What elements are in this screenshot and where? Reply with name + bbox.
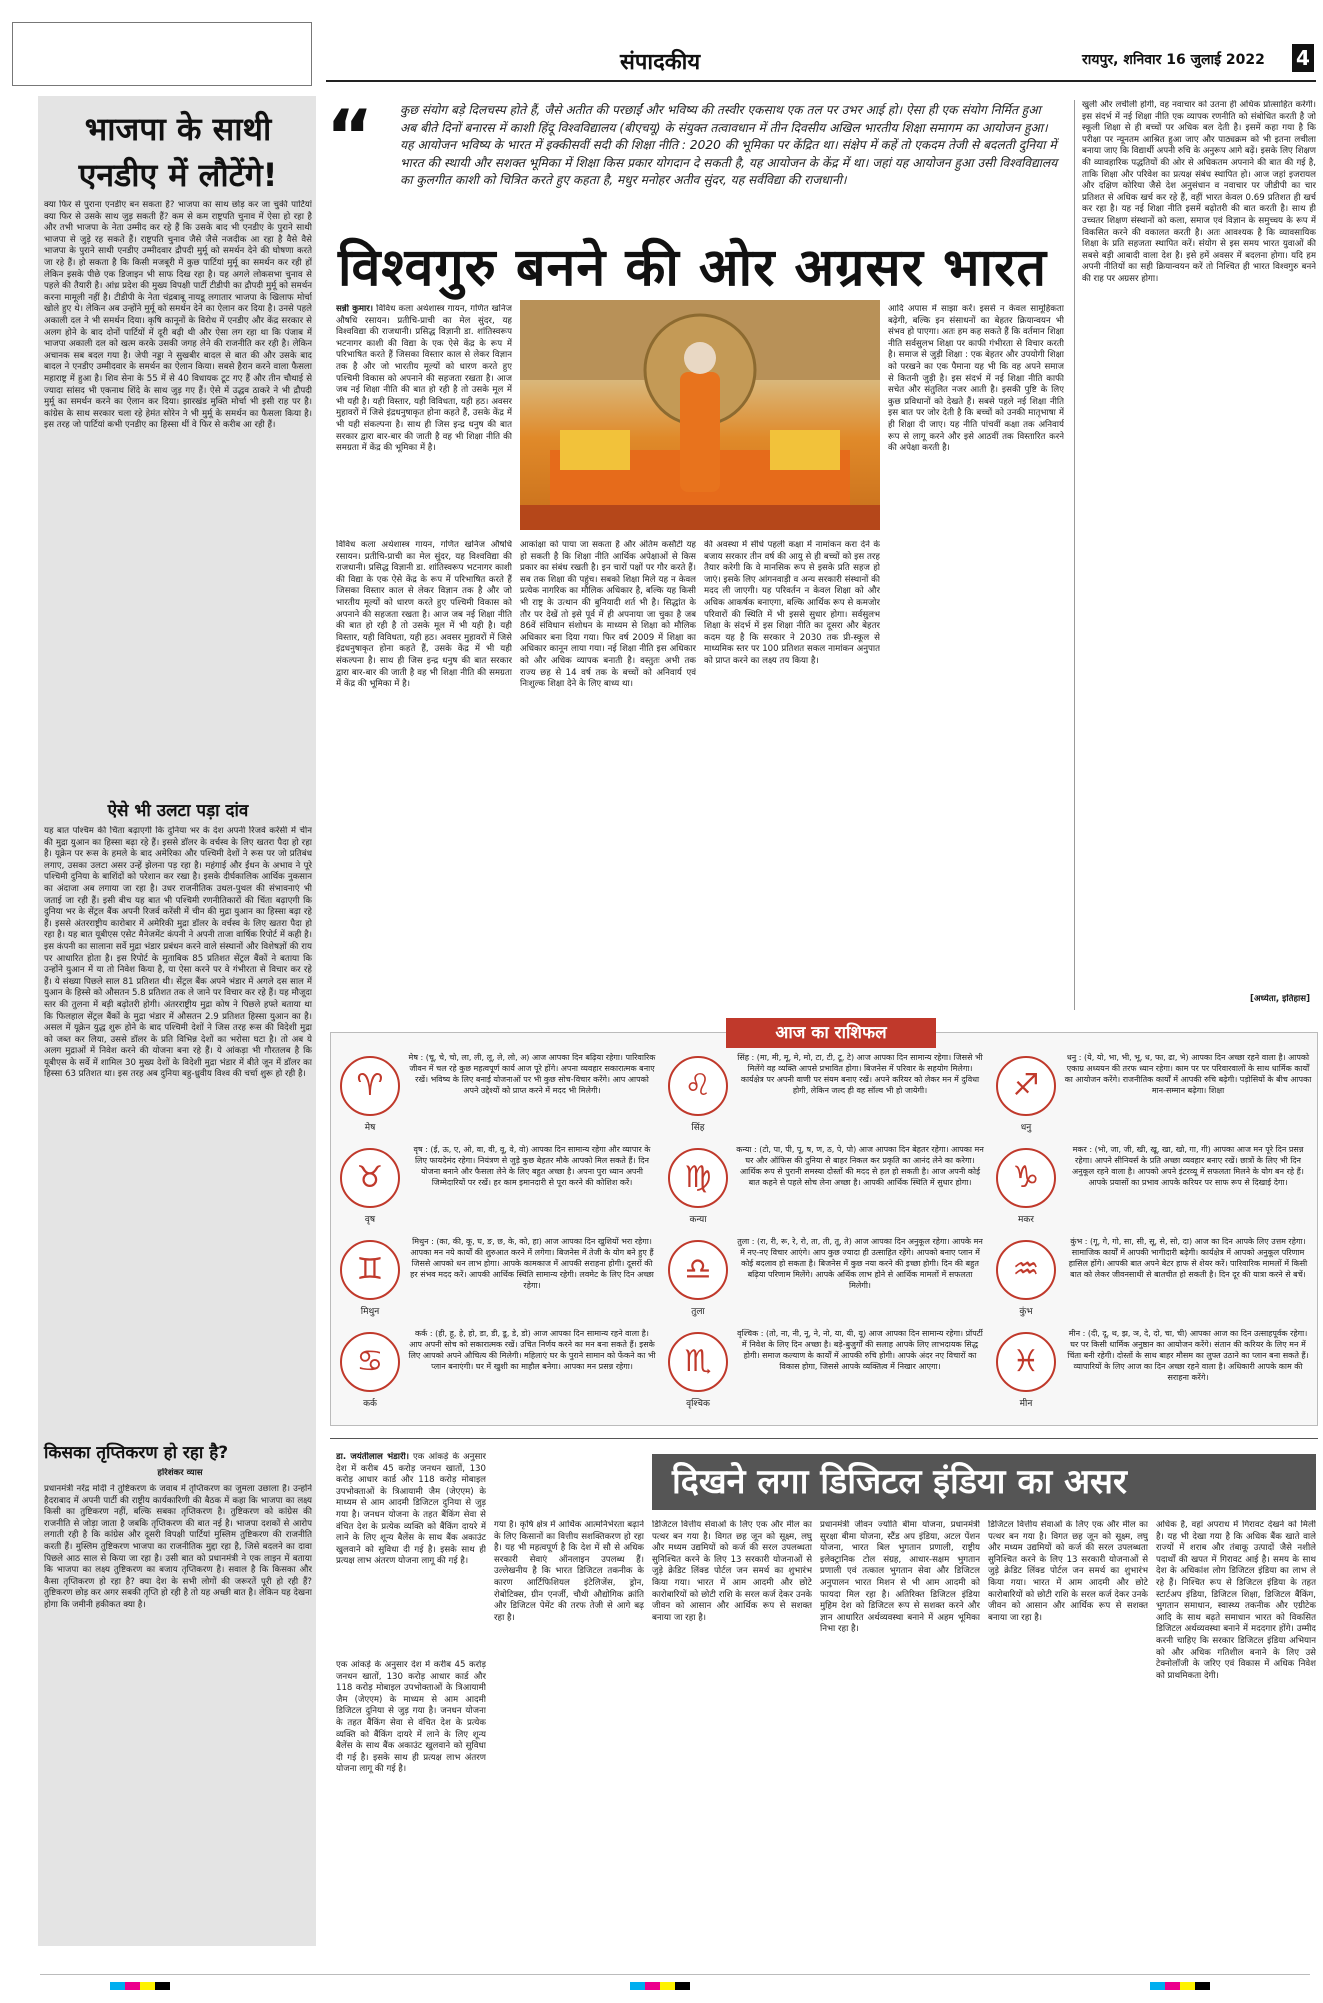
- rashifal-title: आज का राशिफल: [726, 1018, 936, 1048]
- digital-col-2: गया है। कृषि क्षेत्र में आर्थिक आत्मनिर्भरता बढ़ाने के लिए किसानों का वित्तीय सशक्तिकरण हो रहा है। यह भी महत्वपूर्ण है कि देश में सौ से अधिक सरकारी सेवाएं ऑनलाइन उपलब्ध हैं। उल्लेखनीय है कि भारत डिजिटल तकनीक के कारण आर्टिफिशियल इंटेलिजेंस, ड्रोन, रोबोटिक्स, ग्रीन एनर्जी, चौथी औद्योगिक क्रांति और डिजिटल पेमेंट की तरफ तेजी से आगे बढ़ रहा है।: [494, 1520, 644, 1623]
- section-rule: [330, 1438, 1318, 1439]
- article-source: [अध्येता, इतिहास]: [1250, 994, 1310, 1004]
- rashi-name: वृश्चिक: [686, 1399, 710, 1409]
- rashi-icon: ♒: [996, 1240, 1056, 1300]
- digital-byline: डा. जयंतीलाल भंडारी।: [336, 1452, 409, 1462]
- rashi-prediction: कर्क : (ही, हू, हे, हो, डा, डी, डू, डे, डो) आज आपका दिन सामान्य रहने वाला है। आप अपनी सोच को सकारात्मक रखें। उचित निर्णय करने का मन बना सकते हैं। इसके लिए आपको अपने औचित्य की मिलेगी। महिलाएं घर के पुराने सामान को फेंकने का भी प्लान बनाएंगी। घर में खुशी का माहौल बनेगा। आपका मन प्रसन्न रहेगा।: [408, 1329, 656, 1371]
- color-bar-center: [630, 1982, 690, 1990]
- rashi-name: तुला: [691, 1307, 705, 1317]
- main-col-1-text: विविध कला अर्थशास्त्र गायन, गणित खनिज औषधि रसायन। प्रतीचि-प्राची का मेल सुंदर, यह विश्वविद्या की राजधानी। प्रसिद्ध विज्ञानी डा. शांतिस्वरूप भटनागर काशी की विद्या के एक ऐसे केंद्र के रूप में परिभाषित करते हैं जिसका विस्तार काल से लेकर विज्ञान तक है और जो भारतीय मूल्यों को धारण करते हुए पश्चिमी विकास को अपनाने की सहजता रखता है। आज जब नई शिक्षा नीति की बात हो रही है तो उसके मूल में भी यही है। यही विस्तार, यही विविधता, यही हठ। अवसर मुहावरों में जिसे इंद्रधनुषाकृत होना कहते हैं, उसके केंद्र में भी यही संकल्पना है। साथ ही जिस इन्द्र धनुष की बात सरकार द्वारा बार-बार की जाती है वह भी शिक्षा नीति की समग्रता में केंद्र की भूमिका में है।: [336, 304, 512, 454]
- rashi-icon: ♈: [340, 1056, 400, 1116]
- rashi-icon: ♋: [340, 1332, 400, 1392]
- color-bar-left: [110, 1982, 170, 1990]
- quote-mark: “: [326, 94, 374, 178]
- rashi-icon: ♌: [668, 1056, 728, 1116]
- rashi-name: सिंह: [691, 1123, 705, 1133]
- event-photo: [520, 300, 880, 530]
- rashi-name: कन्या: [689, 1215, 707, 1225]
- digital-col-4: प्रधानमंत्री जीवन ज्योति बीमा योजना, प्रधानमंत्री सुरक्षा बीमा योजना, स्टैंड अप इंडिया, अटल पेंशन योजना, भारत बिल भुगतान प्रणाली, राष्ट्रीय इलेक्ट्रानिक टोल संग्रह, आधार-सक्षम भुगतान प्रणाली एवं तत्काल भुगतान सेवा और डिजिटल अनुपालन भारत मिशन से भी आम आदमी को फायदा मिल रहा है। अतिरिक्त डिजिटल इंडिया मुहिम देश को डिजिटल रूप से सशक्त करने और ज्ञान आधारित अर्थव्यवस्था बनाने में अहम भूमिका निभा रहा है।: [820, 1520, 980, 1635]
- page-number: 4: [1292, 44, 1314, 72]
- main-col-3: की अवस्था में सीधे पहली कक्षा में नामांकन करा देने के बजाय सरकार तीन वर्ष की आयु से ही बच्चों को इस तरह तैयार करेगी कि वे मानसिक रूप से इसके प्रति सहज हो जाएं। इसके लिए आंगनवाड़ी व अन्य सरकारी संस्थानों की मदद ली जाएगी। यह परिवर्तन न केवल शिक्षा को और अधिक आकर्षक बनाएगा, बल्कि आर्थिक रूप से कमजोर परिवारों की स्थिति में भी इससे सुधार होगा। सर्वसुलभ शिक्षा के संदर्भ में इस शिक्षा नीति का दूसरा और बेहतर कदम यह है कि सरकार ने 2030 तक प्री-स्कूल से माध्यमिक स्तर पर 100 प्रतिशत सकल नामांकन अनुपात को प्राप्त करने का लक्ष्य तय किया है।: [704, 540, 880, 666]
- rashi-icon: ♎: [668, 1240, 728, 1300]
- rashi-prediction: कन्या : (टो, पा, पी, पू, ष, ण, ठ, पे, पो) आज आपका दिन बेहतर रहेगा। आपका मन घर और ऑफिस की दुनिया से बाहर निकल कर प्रकृति का आनंद लेने का करेगा। आर्थिक रूप से पुरानी समस्या दोस्तों की मदद से हल हो सकती है। आज अपनी कोई बात कहने से पहले सोच लेना अच्छा है। आपकी आर्थिक स्थिति में सुधार होगा।: [736, 1145, 984, 1187]
- rashi-icon: ♍: [668, 1148, 728, 1208]
- rashi-name: मिथुन: [360, 1307, 380, 1317]
- left-article-body: क्या फिर से पुराना एनडीए बन सकता है? भाजपा का साथ छोड़ कर जा चुकी पार्टियां क्या फिर से उसके साथ जुड़ सकती हैं? कम से कम राष्ट्रपति चुनाव में ऐसा हो रहा है और तभी भाजपा के नेता उम्मीद कर रहे हैं कि उसके बाद भी एनडीए के पुराने साथी भाजपा से जुड़े रह सकते हैं। राष्ट्रपति चुनाव जैसे जैसे नजदीक आ रहा है वैसे वैसे भाजपा के पुराने साथी एनडीए उम्मीदवार द्रौपदी मुर्मू को समर्थन देने की घोषणा करते जा रहे हैं। हो सकता है कि किसी मजबूरी में कुछ पार्टियां मुर्मू का समर्थन कर रही हों लेकिन इसके पीछे एक डिजाइन भी साफ दिख रहा है। यह अगले लोकसभा चुनाव से पहले की तैयारी है। आंध्र प्रदेश की मुख्य विपक्षी पार्टी टीडीपी का द्रौपदी मुर्मू को समर्थन करना मामूली नहीं है। टीडीपी के नेता चंद्रबाबू नायडू लगातार भाजपा के खिलाफ मोर्चा खोले हुए थे। लेकिन अब उन्होंने मुर्मू को समर्थन देने का ऐलान कर दिया है। उनसे पहले अकाली दल ने भी समर्थन दिया। कृषि कानूनों के विरोध में एनडीए और केंद्र सरकार से अलग होने के बाद दोनों पार्टियों में दूरी बढ़ी थी और ऐसा लग रहा था कि पंजाब में भाजपा अकाली दल को खत्म करके उसकी जगह लेने की राजनीति कर रही है। लेकिन अचानक सब बदल गया है। जेपी नड्डा ने सुखबीर बादल से बात की और उसके बाद बादल ने एनडीए उम्मीदवार के समर्थन का ऐलान किया। सबसे हैरान करने वाला फैसला महाराष्ट्र में हुआ है। शिव सेना के 55 में से 40 विधायक टूट गए हैं और तीन चौथाई से ज्यादा सांसद भी एकनाथ शिंदे के साथ जुड़ गए हैं। ऐसे में उद्धव ठाकरे ने भी द्रौपदी मुर्मू का समर्थन करने का ऐलान कर दिया। झारखंड मुक्ति मोर्चा भी इसी राह पर है। कांग्रेस के साथ सरकार चला रहे हेमंत सोरेन ने भी मुर्मू के समर्थन का फैसला किया है। इस तरह जो पार्टियां कभी एनडीए का हिस्सा थीं वे फिर से करीब आ रही हैं।: [44, 200, 312, 431]
- rashi-name: मेष: [364, 1123, 376, 1133]
- rashi-prediction: मेष : (चू, चे, चो, ला, ली, लू, ले, लो, अ) आज आपका दिन बढ़िया रहेगा। पारिवारिक जीवन में चल रहे कुछ महत्वपूर्ण कार्य आज पूरे होंगे। अपना व्यवहार सकारात्मक बनाए रखें। भविष्य के लिए बनाई योजनाओं पर भी कुछ सोच-विचार करेंगे। आप आपको अपने उद्देश्यों को प्राप्त करने में मदद भी मिलेगी।: [408, 1053, 656, 1095]
- column-divider: [1074, 100, 1075, 1010]
- rashi-name: मीन: [1019, 1399, 1033, 1409]
- rashi-name: धनु: [1020, 1123, 1032, 1133]
- digital-col-1-top: [336, 1452, 486, 1652]
- left-headline: भाजपा के साथी एनडीए में लौटेंगे!: [78, 110, 278, 194]
- rashi-prediction: धनु : (ये, यो, भा, भी, भू, ध, फा, ढा, भे) आपका दिन अच्छा रहने वाला है। आपको एकाग्र अध्ययन की तरफ ध्यान रहेगा। काम पर पर परिवारवालों के साथ धार्मिक कार्यों का आयोजन करेंगे। राजनीतिक कार्यों में आपकी रुचि बढ़ेगी। पड़ोसियों के बीच आपका मान-सम्मान बढ़ेगा। शिक्षा: [1064, 1053, 1312, 1095]
- rashi-name: कर्क: [363, 1399, 377, 1409]
- rashi-icon: ♉: [340, 1148, 400, 1208]
- left-subhead-2: ऐसे भी उलटा पड़ा दांव: [107, 801, 249, 821]
- digital-col-1: एक आंकड़े के अनुसार देश में करीब 45 करोड़ जनधन खातों, 130 करोड़ आधार कार्ड और 118 करोड़ मोबाइल उपभोक्ताओं के त्रिआयामी जैम (जेएएम) के माध्यम से आम आदमी डिजिटल दुनिया से जुड़ गया है। जनधन योजना के तहत बैंकिंग सेवा से वंचित देश के प्रत्येक व्यक्ति को बैंकिंग दायरे में लाने के लिए शून्य बैलेंस के साथ बैंक अकाउंट खुलवाने को सुविधा दी गई है। इसके साथ ही प्रत्यक्ष लाभ अंतरण योजना लागू की गई है।: [336, 1660, 486, 1775]
- color-bar-right: [1150, 1982, 1210, 1990]
- digital-col-5: अधिक है, वहां अपराध में गिरावट देखने को मिली है। यह भी देखा गया है कि अधिक बैंक खाते वाले राज्यों में शराब और तंबाकू उत्पादों जैसे नशीले पदार्थों की खपत में गिरावट आई है। समय के साथ देश के अधिकांश लोग डिजिटल इंडिया का लाभ ले रहे हैं। निश्चित रूप से डिजिटल इंडिया के तहत स्टार्टअप इंडिया, डिजिटल शिक्षा, डिजिटल बैंकिंग, भुगतान समाधान, स्वास्थ्य तकनीक और एग्रीटेक आदि के साथ बढ़ते समाधान भारत को विकसित डिजिटल अर्थव्यवस्था बनाने में मददगार होंगे। उम्मीद करनी चाहिए कि सरकार डिजिटल इंडिया अभियान को और अधिक गतिशील बनाने के लिए उसे टेक्नोलॉजी के जरिए एवं विकास में अधिक निवेश को प्राथमिकता देगी।: [1156, 1520, 1316, 1681]
- rashi-icon: ♊: [340, 1240, 400, 1300]
- digital-headline: दिखने लगा डिजिटल इंडिया का असर: [652, 1454, 1316, 1510]
- digital-col-1-text: एक आंकड़े के अनुसार देश में करीब 45 करोड़ जनधन खातों, 130 करोड़ आधार कार्ड और 118 करोड़ मोबाइल उपभोक्ताओं के त्रिआयामी जैम (जेएएम) के माध्यम से आम आदमी डिजिटल दुनिया से जुड़ गया है। जनधन योजना के तहत बैंकिंग सेवा से वंचित देश के प्रत्येक व्यक्ति को बैंकिंग दायरे में लाने के लिए शून्य बैलेंस के साथ बैंक अकाउंट खुलवाने को सुविधा दी गई है। इसके साथ ही प्रत्यक्ष लाभ अंतरण योजना लागू की गई है।: [336, 1452, 486, 1567]
- photo-illustration: [520, 300, 880, 530]
- rashi-prediction: वृश्चिक : (तो, ना, नी, नू, ने, नो, या, यी, यू) आज आपका दिन सामान्य रहेगा। प्रॉपर्टी में निवेश के लिए दिन अच्छा है। बड़े-बुजुर्गों की सलाह आपके लिए लाभदायक सिद्ध होगी। समाज कल्याण के कार्यों में आपकी रुचि होगी। आपके अंदर नए विचारों का विकास होगा, जिससे आपके व्यक्तित्व में निखार आएगा।: [737, 1329, 983, 1371]
- rashi-prediction: तुला : (रा, री, रू, रे, रो, ता, ती, तू, ते) आज आपका दिन अनुकूल रहेगा। आपके मन में नए-नए विचार आएंगे। आप कुछ ज्यादा ही उत्साहित रहेंगे। आपको बनाए प्लान में कोई बदलाव हो सकता है। बिजनेस में कुछ नया करने की इच्छा होगी। दिन की बहुत बढ़िया परिणाम मिलेंगे। आपके अर्थिक लाभ होने से आर्थिक मामलों में सफलता मिलेगी।: [737, 1237, 983, 1290]
- left-article-body-3: प्रधानमंत्री नरेंद्र मोदी ने तुष्टिकरण के जवाब में तृप्तिकरण का जुमला उछाला है। उन्होंने हैदराबाद में अपनी पार्टी की राष्ट्रीय कार्यकारिणी की बैठक में कहा कि भाजपा का लक्ष्य किसी का तुष्टिकरण नहीं, बल्कि सबका तृप्तिकरण है। तुष्टिकरण को कांग्रेस की राजनीति से जोड़ा जाता है जबकि तृप्तिकरण की बात नई है। भाजपा दशकों से आरोप लगाती रही है कि कांग्रेस और दूसरी विपक्षी पार्टियां मुस्लिम तुष्टिकरण की राजनीति करती हैं। मुस्लिम तुष्टिकरण भाजपा का राजनीतिक मुद्दा रहा है, जिसे बदलने का दावा पिछले आठ साल से किया जा रहा है। उसी बात को प्रधानमंत्री ने एक लाइन में बताया कि भाजपा का लक्ष्य तुष्टिकरण का बजाय तृप्तिकरण है। सवाल है कि किसका और कैसा तृप्तिकरण हो रहा है? क्या देश के सभी लोगों की जरूरतें पूरी हो रही हैं? तुष्टिकरण छोड़ कर अगर सबकी तृप्ति हो रही है तो यह अच्छी बात है। लेकिन यह देखना होगा कि जमीनी हकीकत क्या है।: [44, 1484, 312, 1610]
- left-article-body-2: यह बात पश्चिम की चिंता बढ़ाएगी कि दुनिया भर के देश अपनी रिजर्व करेंसी में चीन की मुद्रा युआन का हिस्सा बढ़ा रहे हैं। इससे डॉलर के वर्चस्व के लिए खतरा पैदा हो रहा है। यूक्रेन पर रूस के हमले के बाद अमेरिका और पश्चिमी देशों ने रूस पर जो प्रतिबंध लगाए, उसका उलटा असर उन्हें झेलना पड़ रहा है। महंगाई और ईंधन के अभाव ने पूरे पश्चिमी दुनिया के बाशिंदों को परेशान कर रखा है। इसके दीर्घकालिक आर्थिक नुकसान का अंदाजा अब लगाया जा रहा है। उधर राजनीतिक उथल-पुथल की संभावनाएं भी जताई जा रही हैं। इसी बीच यह बात भी पश्चिमी रणनीतिकारों की चिंता बढ़ाएगी कि दुनिया भर के सेंट्रल बैंक अपनी रिजर्व करेंसी में चीन की मुद्रा युआन का हिस्सा बढ़ा रहे हैं। इससे अंतरराष्ट्रीय कारोबार में अमेरिकी मुद्रा डॉलर के वर्चस्व के लिए खतरा पैदा हो रहा है। यह बात यूबीएस एसेट मैनेजमेंट कंपनी ने अपनी ताजा वार्षिक रिपोर्ट में कही है। इस कंपनी का सालाना सर्वे मुद्रा भंडार प्रबंधन करने वाले संस्थानों और विशेषज्ञों की राय पर आधारित होता है। इस रिपोर्ट के मुताबिक 85 प्रतिशत सेंट्रल बैंकों ने बताया कि उन्होंने युआन में या तो निवेश किया है, या ऐसा करने पर वे गंभीरता से विचार कर रहे हैं। ये संख्या पिछले साल 81 प्रतिशत थी। सेंट्रल बैंक अपने भंडार में अगले दस साल में युआन के हिस्से को औसतन 5.8 प्रतिशत तक ले जाने पर विचार कर रहे हैं। यह मौजूदा स्तर की तुलना में बड़ी बढ़ोतरी होगी। अंतरराष्ट्रीय मुद्रा कोष ने पिछले हफ्ते बताया था कि फिलहाल सेंट्रल बैंकों के मुद्रा भंडार में औसतन 2.9 प्रतिशत हिस्सा युआन का है। असल में यूक्रेन युद्ध शुरू होने के बाद पश्चिमी देशों ने जिस तरह रूस की विदेशी मुद्रा को जब्त कर लिया, उससे डॉलर के प्रति विभिन्न देशों का भरोसा घटा है। तो अब ये अलग मुद्राओं में निवेश करने की योजना बना रहे हैं। ये आंकड़ा भी गौरतलब है कि यूबीएस के सर्वे में शामिल 30 मुख्य देशों के विदेशी मुद्रा भंडार में बीते जून में डॉलर का हिस्सा 63 प्रतिशत था। इस तरह अब दुनिया बहु-ध्रुवीय विश्व की चर्चा शुरू हो रही है।: [44, 826, 312, 1080]
- rashi-prediction: मीन : (दी, दू, थ, झ, ञ, दे, दो, चा, ची) आपका आज का दिन उत्साहपूर्वक रहेगा। घर पर किसी धार्मिक अनुष्ठान का आयोजन करेंगे। संतान की करियर के लिए मन में चिंता बनी रहेगी। दोस्तों के साथ बाहर मौसम का लुफ्त उठाने का प्लान बना सकते हैं। व्यापारियों के लिए आज का दिन अच्छा रहने वाला है। अधिकारी आपके काम की सराहना करेंगे।: [1067, 1329, 1309, 1382]
- left-author-3: हरिशंकर व्यास: [157, 1468, 203, 1478]
- header-rule: [326, 80, 1316, 82]
- main-col-4: आदि अपास में साझा करें। इससे न केवल सामूहिकता बढ़ेगी, बल्कि इन संसाधनों का बेहतर क्रियान्वयन भी संभव हो पाएगा। अतः हम कह सकते हैं कि वर्तमान शिक्षा नीति सर्वसुलभ शिक्षा पर काफी गंभीरता से विचार करती है। समाज से जुड़ी शिक्षा : एक बेहतर और उपयोगी शिक्षा को परखने का एक पैमाना यह भी कि वह अपने समाज से कितनी जुड़ी है। इस संदर्भ में नई शिक्षा नीति काफी सचेत और संतुलित नजर आती है। इसकी पुष्टि के लिए कुछ प्रविधानों को देखते हैं। सबसे पहले नई शिक्षा नीति इस बात पर जोर देती है कि बच्चों को उनकी मातृभाषा में ही शिक्षा दी जाए। यह नीति पांचवीं कक्षा तक अनिवार्य रूप से लागू करने और इसे आठवीं तक विस्तारित करने की अपेक्षा करती है।: [888, 304, 1064, 454]
- rashi-prediction: वृष : (ई, ऊ, ए, ओ, वा, वी, वू, वे, वो) आपका दिन सामान्य रहेगा और व्यापार के लिए फायदेमंद रहेगा। नियंत्रण से जुड़े कुछ बेहतर मौके आपको मिल सकते हैं। दिन योजना बनाने और फैसला लेने के लिए बहुत अच्छा है। अपना पुरा ध्यान अपनी जिम्मेदारियों पर रखें। हर काम इमानदारी से पूरा करने की कोशिश करें।: [413, 1145, 651, 1187]
- rashi-icon: ♓: [996, 1332, 1056, 1392]
- footer-rule: [40, 1974, 1310, 1975]
- rashi-prediction: मिथुन : (का, की, कू, घ, ङ, छ, के, को, हा) आज आपका दिन खुशियों भरा रहेगा। आपका मन नये कार्यों की शुरुआत करने में लगेगा। बिजनेस में तेजी के योग बने हुए हैं जिससे आपको धन लाभ होगा। आपके कामकाज में आपकी सराहना होगी। दूसरों की हर संभव मदद करें। आपकी आर्थिक स्थिति सामान्य रहेगी। लवमेट के लिए दिन अच्छा रहेगा।: [410, 1237, 654, 1290]
- intro-quote: कुछ संयोग बड़े दिलचस्प होते हैं, जैसे अतीत की परछाईं और भविष्य की तस्वीर एकसाथ एक तल पर उभर आई हो। ऐसा ही एक संयोग निर्मित हुआ अब बीते दिनों बनारस में काशी हिंदू विश्वविद्यालय (बीएचयू) के संयुक्त तत्वावधान में तीन दिवसीय अखिल भारतीय शिक्षा समागम का आयोजन हुआ। यह आयोजन भविष्य के भारत में इक्कीसवीं सदी की शिक्षा नीति : 2020 की भूमिका पर केंद्रित था। संक्षेप में कहें तो एकदम तेजी से बदलती दुनिया में भारत की स्थायी और सशक्त भूमिका में शिक्षा किस प्रकार योगदान दे सकती है, यह आयोजन के केंद्र में था। जहां यह आयोजन हुआ उसी विश्वविद्यालय का कुलगीत काशी को चित्रित करते हुए कहता है, मधुर मनोहर अतीव सुंदर, यह सर्वविद्या की राजधानी।: [400, 103, 1058, 188]
- main-col-1-top: [336, 304, 512, 534]
- main-col-1-bottom: विविध कला अर्थशास्त्र गायन, गणित खनिज औषधि रसायन। प्रतीचि-प्राची का मेल सुंदर, यह विश्वविद्या की राजधानी। प्रसिद्ध विज्ञानी डा. शांतिस्वरूप भटनागर काशी की विद्या के एक ऐसे केंद्र के रूप में परिभाषित करते हैं जिसका विस्तार काल से लेकर विज्ञान तक है और जो भारतीय मूल्यों को धारण करते हुए पश्चिमी विकास को अपनाने की सहजता रखता है। आज जब नई शिक्षा नीति की बात हो रही है तो उसके मूल में भी यही है। यही विस्तार, यही विविधता, यही हठ। अवसर मुहावरों में जिसे इंद्रधनुषाकृत होना कहते हैं, उसके केंद्र में भी यही संकल्पना है। साथ ही जिस इन्द्र धनुष की बात सरकार द्वारा बार-बार की जाती है वह भी शिक्षा नीति की समग्रता में केंद्र की भूमिका में है।: [336, 540, 512, 690]
- rashi-prediction: सिंह : (मा, मी, मू, मे, मो, टा, टी, टू, टे) आज आपका दिन सामान्य रहेगा। जिससे भी मिलेंगे वह व्यक्ति आपसे प्रभावित होगा। बिजनेस में परिवार के सहयोग मिलेगा। कार्यक्षेत्र पर अपनी वाणी पर संयम बनाए रखें। अपने करियर को लेकर मन में दुविधा होगी, लेकिन जल्द ही वह सॉल्व भी हो जायेगी।: [737, 1053, 983, 1095]
- rashi-prediction: मकर : (भो, जा, जी, खी, खू, खा, खो, गा, गी) आपका आज मन पूरे दिन प्रसन्न रहेगा। आपने सीनियर्स के प्रति अच्छा व्यवहार बनाए रखें। छात्रों के लिए भी दिन अनुकूल रहने वाला है। आपको अपने इंटरव्यू में सफलता मिलने के योग बन रहे हैं। आपके प्रयासों का प्रभाव आपके करियर पर साफ रूप से दिखाई देगा।: [1072, 1145, 1304, 1187]
- digital-col-3: डिजिटल वित्तीय सेवाओं के लिए एक और मील का पत्थर बन गया है। विगत छह जून को सूक्ष्म, लघु और मध्यम उद्यमियों को कर्ज की सरल उपलब्धता सुनिश्चित करने के लिए 13 सरकारी योजनाओं से जुड़े क्रेडिट लिंक्ड पोर्टल जन समर्थ का शुभारंभ किया गया। भारत में आम आदमी और छोटे कारोबारियों को छोटी राशि के सरल कर्ज देकर उनके जीवन को आसान और आर्थिक रूप से सशक्त बनाया जा रहा है।: [652, 1520, 812, 1623]
- digital-col-4b: डिजिटल वित्तीय सेवाओं के लिए एक और मील का पत्थर बन गया है। विगत छह जून को सूक्ष्म, लघु और मध्यम उद्यमियों को कर्ज की सरल उपलब्धता सुनिश्चित करने के लिए 13 सरकारी योजनाओं से जुड़े क्रेडिट लिंक्ड पोर्टल जन समर्थ का शुभारंभ किया गया। भारत में आम आदमी और छोटे कारोबारियों को छोटी राशि के सरल कर्ज देकर उनके जीवन को आसान और आर्थिक रूप से सशक्त बनाया जा रहा है।: [988, 1520, 1148, 1623]
- main-headline: विश्वगुरु बनने की ओर अग्रसर भारत: [338, 237, 1047, 298]
- rashi-name: कुंभ: [1019, 1307, 1033, 1317]
- masthead-box: [12, 22, 312, 86]
- rashi-name: मकर: [1018, 1215, 1034, 1225]
- main-col-2: आकांक्षा को पाया जा सकता है और अंतिम कसौटी यह हो सकती है कि शिक्षा नीति आर्थिक अपेक्षाओं से किस प्रकार का संबंध रखती है। इन चारों पक्षों पर गौर करते हैं। सब तक शिक्षा की पहुंच। सबको शिक्षा मिले यह न केवल प्रत्येक नागरिक का मौलिक अधिकार है, बल्कि यह किसी भी राष्ट्र के उत्थान की बुनियादी शर्त भी है। सिद्धांत के तौर पर देखें तो इसे पूर्व में ही अपनाया जा चुका है जब 86वें संविधान संशोधन के माध्यम से शिक्षा को मौलिक अधिकार बना दिया गया। फिर वर्ष 2009 में शिक्षा का अधिकार कानून लाया गया। नई शिक्षा नीति इस अधिकार को और अधिक व्यापक बनाती है। वस्तुतः अभी तक राज्य छह से 14 वर्ष तक के बच्चों को अनिवार्य एवं निःशुल्क शिक्षा देने के लिए बाध्य था।: [520, 540, 696, 690]
- main-byline: सन्नी कुमार।: [336, 304, 374, 314]
- section-title: संपादकीय: [620, 50, 701, 75]
- rashi-prediction: कुंभ : (गू, गे, गो, सा, सी, सू, से, सो, दा) आज का दिन आपके लिए उत्तम रहेगा। सामाजिक कार्यों में आपकी भागीदारी बढ़ेगी। कार्यक्षेत्र में आपको अनुकूल परिणाम हासिल होंगे। आपकी बात अपने बेटर हाफ से शेयर करें। पारिवारिक मामलों में किसी बात को लेकर जीवनसाथी से बातचीत हो सकती है। दिन दूर की यात्रा करने से बचें।: [1068, 1237, 1308, 1279]
- left-subhead-3: किसका तृप्तिकरण हो रहा है?: [44, 1443, 229, 1463]
- rashi-icon: ♑: [996, 1148, 1056, 1208]
- rashi-icon: ♐: [996, 1056, 1056, 1116]
- issue-date: रायपुर, शनिवार 16 जुलाई 2022: [1082, 52, 1265, 68]
- main-col-5: खुली और लचीली होगी, वह नवाचार को उतना ही अधिक प्रोत्साहित करेगी। इस संदर्भ में नई शिक्षा नीति एक व्यापक रणनीति को संबोधित करती है जो स्कूली शिक्षा से ही बच्चों पर अधिक बल देती है। इसमें कहा गया है कि परीक्षा पर न्यूनतम आश्रित हुआ जाए और पाठ्यक्रम को भी इतना लचीला बनाया जाए कि विद्यार्थी अपनी रुचि के अनुरूप आगे बढ़ें। इसके लिए शिक्षण की व्यावहारिक पद्धतियों की ओर से अधिकतम अपनाने की बात की गई है, ताकि शिक्षा और परिवेश का प्रत्यक्ष संबंध स्थापित हो। आज जहां इजरायल और दक्षिण कोरिया जैसे देश अनुसंधान व नवाचार पर जीडीपी का चार प्रतिशत से अधिक खर्च कर रहे हैं, वहीं भारत केवल 0.69 प्रतिशत ही खर्च कर रहा है। यह नई शिक्षा नीति इसमें बढ़ोतरी की बात करती है। साथ ही उच्चतर शिक्षण संस्थानों को कला, समाज एवं विज्ञान के समुच्चय के रूप में विकसित करने की वकालत करती है। अतः आवश्यक है कि व्यावसायिक शिक्षा के प्रति सहजता स्थापित करें। संयोग से इस समय भारत युवाओं की सबसे बड़ी आबादी वाला देश है। इसे हमें अवसर में बदलना होगा। यदि हम अपनी नीतियों का सही क्रियान्वयन करें तो निश्चित ही भारत विश्वगुरु बनने की राह पर अग्रसर होगा।: [1082, 100, 1316, 284]
- rashi-icon: ♏: [668, 1332, 728, 1392]
- rashi-name: वृष: [364, 1215, 376, 1225]
